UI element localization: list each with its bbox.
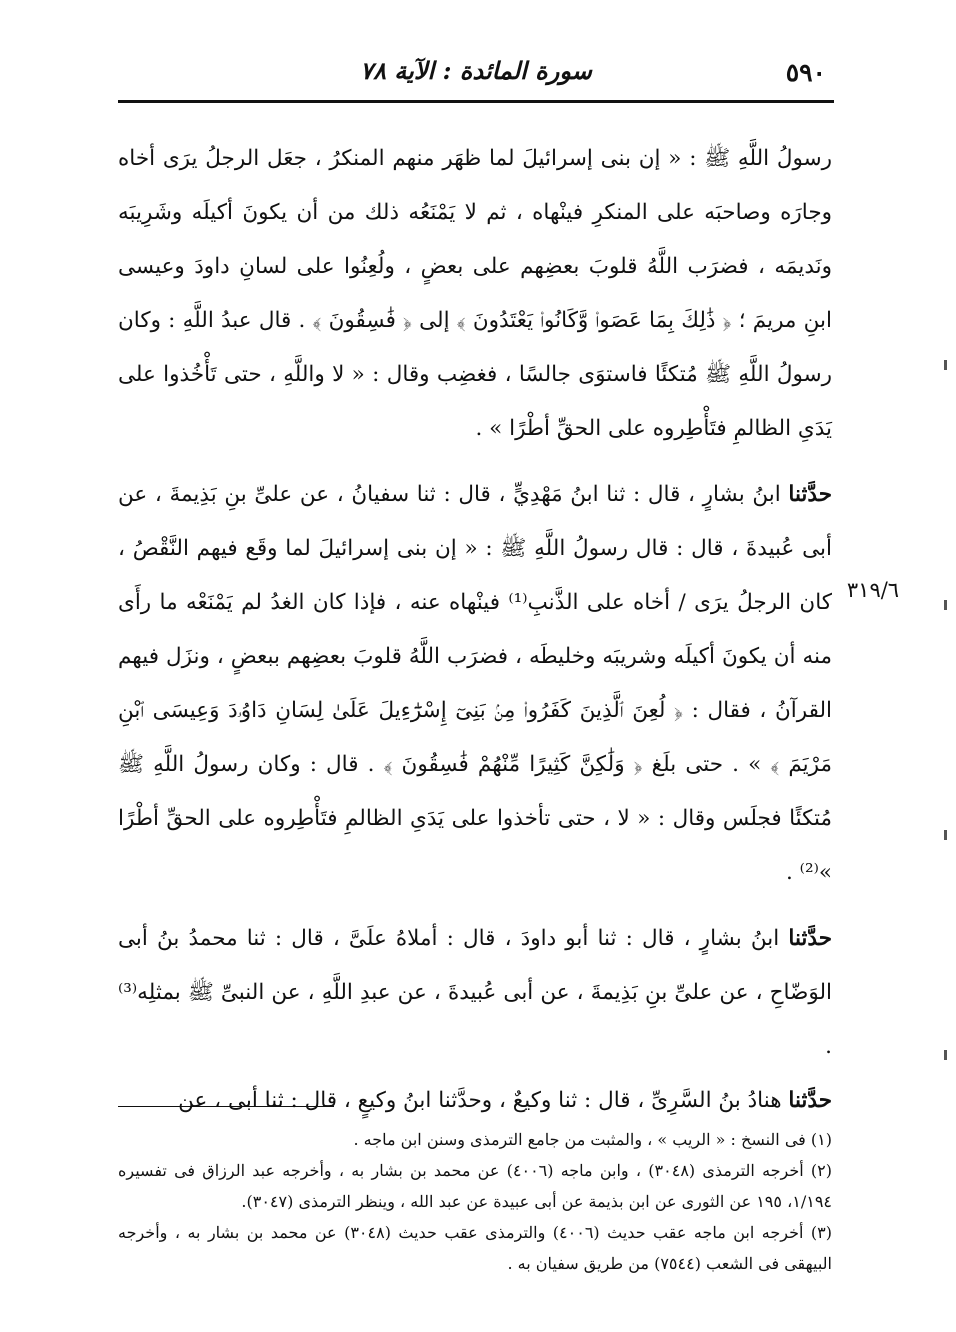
scan-mark — [944, 830, 947, 840]
header-rule — [118, 100, 834, 103]
paragraph — [118, 912, 832, 1074]
margin-reference: ٣١٩/٦ — [846, 578, 900, 602]
scan-mark — [944, 600, 947, 610]
footnotes — [118, 1124, 832, 1279]
paragraph-lead: حدَّثنا — [788, 1088, 832, 1113]
paragraph-gap — [118, 900, 832, 912]
footnote: (٢) أخرجه الترمذى (٣٠٤٨) ، وابن ماجه (٤٠٠٦) عن محمد بن بشار به ، وأخرجه عبد الرزاق فى تفسيره ١/١٩٤، ١٩٥ عن الثورى عن ابن بذيمة عن أبى عبيدة عن عبد الله ، وينظر الترمذى (٣٠٤٧). — [118, 1161, 833, 1211]
paragraph — [118, 1074, 832, 1128]
paragraph — [118, 468, 832, 900]
footnote: (٣) أخرجه ابن ماجه عقب حديث (٤٠٠٦) والترمذى عقب حديث (٣٠٤٨) عن محمد بن بشار به ، وأخرجه البيهقى فى الشعب (٧٥٤٤) من طريق سفيان به . — [118, 1223, 832, 1273]
main-text — [118, 132, 832, 1128]
page-header — [118, 50, 834, 94]
footnote: (١) فى النسخ : « الريب » ، والمثبت من جامع الترمذى وسنن ابن ماجه . — [353, 1130, 832, 1149]
paragraph-gap — [118, 456, 832, 468]
paragraph-text: ابنُ بشارٍ ، قال : ثنا ابنُ مَهْدِيٍّ ، قال : ثنا سفيانُ ، عن علىِّ بنِ بَذِيمةَ ، عن أبى عُبيدةَ ، قال : قال رسولُ اللَّهِ ﷺ : « إن بنى إسرائيلَ لما وقَع فيهم النَّقْصُ ، كان الرجلُ يرَى / أخاه على الذَّنبِ⁽¹⁾ فينْهاه عنه ، فإذا كان الغدُ لم يَمْنَعْه ما رأَى منه أن يكونَ أكيلَه وشريبَه وخليطَه ، فضرَب اللَّهُ قلوبَ بعضِهم ببعضٍ ، ونزَل فيهم القرآنُ ، فقال : ﴿ لُعِنَ ٱلَّذِينَ كَفَرُوا۟ مِنۢ بَنِىٓ إِسْرَٰٓءِيلَ عَلَىٰ لِسَانِ دَاوُۥدَ وَعِيسَى ٱبْنِ مَرْيَمَ ﴾ » . حتى بلَغ ﴿ وَلَٰكِنَّ كَثِيرًا مِّنْهُمْ فَٰسِقُونَ ﴾ . قال : وكان رسولُ اللَّهِ ﷺ مُتكئًا فجلَس وقال : « لا ، حتى تأخذوا على يَدَىِ الظالمِ فتَأْطِروه على الحقِّ أطْرًا »⁽²⁾ . — [118, 482, 833, 885]
footnote-rule — [118, 1106, 334, 1107]
scan-mark — [944, 1050, 947, 1060]
paragraph-text: هنادُ بنُ السَّرِىِّ ، قال : ثنا وكيعٌ ، وحدَّثنا ابنُ وكيعٍ ، قال : ثنا أبى ، عن — [178, 1088, 782, 1113]
running-title: سورة المائدة : الآية ٧٨ — [360, 56, 592, 85]
paragraph-lead: حدَّثنا — [788, 482, 832, 507]
page-number: ٥٩٠ — [785, 58, 826, 87]
scan-edge-marks — [942, 360, 948, 1060]
paragraph-lead: حدَّثنا — [788, 926, 832, 951]
paragraph-text: ابنُ بشارٍ ، قال : ثنا أبو داودَ ، قال : أملاهُ علَىَّ ، قال : ثنا محمدُ بنُ أبى الوَضّاحِ ، عن علىِّ بنِ بَذِيمةَ ، عن أبى عُبيدةَ ، عن عبدِ اللَّهِ ، عن النبىِّ ﷺ بمثلِه⁽³⁾ . — [118, 926, 832, 1059]
scan-mark — [944, 360, 947, 370]
paragraph — [118, 132, 832, 456]
paragraph-text: رسولُ اللَّهِ ﷺ : « إن بنى إسرائيلَ لما ظهَر منهم المنكرُ ، جعَل الرجلُ يرَى أخاه وجارَه وصاحبَه على المنكرِ فينْهاه ، ثم لا يَمْنَعُه ذلك من أن يكونَ أكيلَه وشَرِيبَه ونَديمَه ، فضرَب اللَّهُ قلوبَ بعضِهم على بعضٍ ، ولُعِنُوا على لسانِ داودَ وعيسى ابنِ مريمَ ؛ ﴿ ذَٰلِكَ بِمَا عَصَوا۟ وَّكَانُوا۟ يَعْتَدُونَ ﴾ إلى ﴿ فَٰسِقُونَ ﴾ . قال عبدُ اللَّهِ : وكان رسولُ اللَّهِ ﷺ مُتكئًا فاستوَى جالسًا ، فغضِب وقال : « لا واللَّهِ ، حتى تَأْخُذوا على يَدَىِ الظالمِ فتَأْطِروه على الحقِّ أطْرًا » . — [118, 146, 832, 441]
